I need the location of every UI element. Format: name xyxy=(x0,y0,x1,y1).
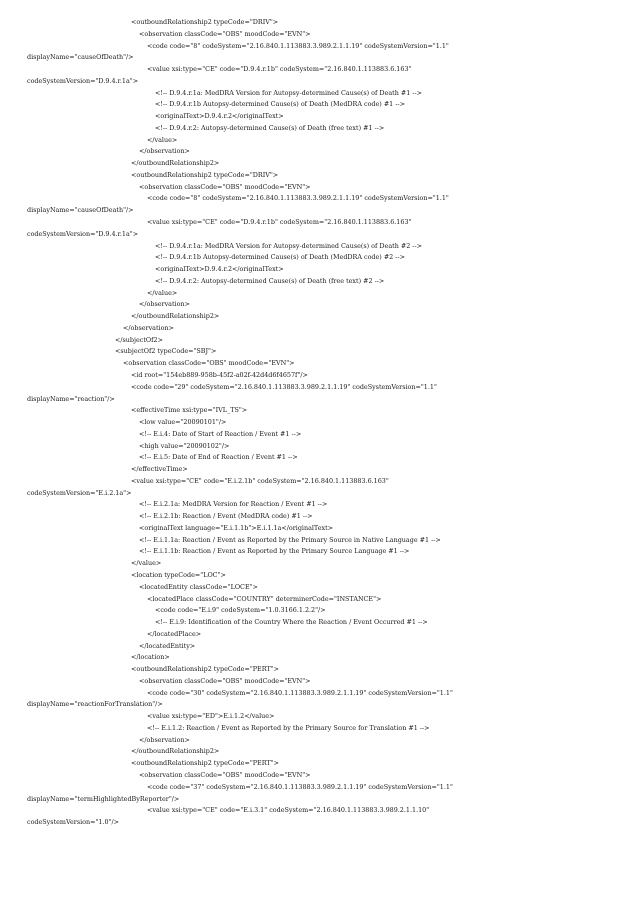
code-line: <!-- D.9.4.r.2: Autopsy-determined Cause(s) of Death (free text) #1 --> xyxy=(155,123,385,132)
code-line: </locatedPlace> xyxy=(147,629,202,638)
code-line: </subjectOf2> xyxy=(115,335,163,344)
code-line: </outboundRelationship2> xyxy=(131,159,220,168)
code-line: </value> xyxy=(147,288,178,297)
code-line: <!-- D.9.4.r.1b Autopsy-determined Cause(s) of Death (MedDRA code) #1 --> xyxy=(155,100,405,109)
code-line: displayName="causeOfDeath"/> xyxy=(27,206,134,215)
code-line: </location> xyxy=(131,653,170,662)
code-line: <observation classCode="OBS" moodCode="EVN"> xyxy=(139,676,311,685)
code-line: </value> xyxy=(131,559,162,568)
code-line: <value xsi:type="CE" code="E.i.3.1" codeSystem="2.16.840.1.113883.3.989.2.1.1.10" xyxy=(147,806,430,815)
code-line: <high value="20090102"/> xyxy=(139,441,230,450)
code-line: <location typeCode="LOC"> xyxy=(131,570,226,579)
code-line: <code code="8" codeSystem="2.16.840.1.113883.3.989.2.1.1.19" codeSystemVersion="1.1" xyxy=(147,41,449,50)
code-line: displayName="causeOfDeath"/> xyxy=(27,53,134,62)
code-line: <originalText>D.9.4.r.2</originalText> xyxy=(155,112,284,121)
code-line: <value xsi:type="ED">E.i.1.2</value> xyxy=(147,712,275,721)
code-line: codeSystemVersion="1.0"/> xyxy=(27,818,120,827)
code-line: </observation> xyxy=(139,735,190,744)
code-line: </observation> xyxy=(139,300,190,309)
code-line: <originalText language="E.i.1.1b">E.i.1.1a</originalText> xyxy=(139,523,334,532)
code-line: <subjectOf2 typeCode="SBJ"> xyxy=(115,347,217,356)
code-line: <!-- E.i.5: Date of End of Reaction / Event #1 --> xyxy=(139,453,298,462)
code-line: <!-- E.i.1.1a: Reaction / Event as Reported by the Primary Source in Native Language #1 --> xyxy=(139,535,441,544)
code-line: codeSystemVersion="D.9.4.r.1a"> xyxy=(27,229,139,238)
code-line: <id root="154eb889-958b-45f2-a02f-42d4d6f4657f"/> xyxy=(131,370,308,379)
code-line: </observation> xyxy=(139,147,190,156)
code-line: displayName="termHighlightedByReporter"/> xyxy=(27,794,180,803)
code-line: <observation classCode="OBS" moodCode="EVN"> xyxy=(139,182,311,191)
code-line: <outboundRelationship2 typeCode="PERT"> xyxy=(131,759,279,768)
code-line: displayName="reactionForTranslation"/> xyxy=(27,700,163,709)
code-line: <!-- D.9.4.r.1a: MedDRA Version for Autopsy-determined Cause(s) of Death #1 --> xyxy=(155,88,422,97)
code-line: <!-- E.i.9: Identification of the Country Where the Reaction / Event Occurred #1 --> xyxy=(155,618,428,627)
code-line: <code code="30" codeSystem="2.16.840.1.113883.3.989.2.1.1.19" codeSystemVersion="1.1" xyxy=(147,688,453,697)
code-line: <effectiveTime xsi:type="IVL_TS"> xyxy=(131,406,248,415)
code-line: </outboundRelationship2> xyxy=(131,747,220,756)
code-line: <!-- D.9.4.r.1a: MedDRA Version for Autopsy-determined Cause(s) of Death #2 --> xyxy=(155,241,422,250)
code-line: <code code="E.i.9" codeSystem="1.0.3166.1.2.2"/> xyxy=(155,606,326,615)
code-line: <outboundRelationship2 typeCode="DRIV"> xyxy=(131,170,279,179)
code-line: <!-- D.9.4.r.2: Autopsy-determined Cause(s) of Death (free text) #2 --> xyxy=(155,276,385,285)
code-line: <!-- D.9.4.r.1b Autopsy-determined Cause(s) of Death (MedDRA code) #2 --> xyxy=(155,253,405,262)
code-line: <value xsi:type="CE" code="E.i.2.1b" codeSystem="2.16.840.1.113883.6.163" xyxy=(131,476,389,485)
code-line: </effectiveTime> xyxy=(131,465,188,474)
code-line: <!-- E.i.2.1a: MedDRA Version for Reaction / Event #1 --> xyxy=(139,500,328,509)
code-line: <code code="37" codeSystem="2.16.840.1.113883.3.989.2.1.1.19" codeSystemVersion="1.1" xyxy=(147,782,453,791)
code-line: <!-- E.i.4: Date of Start of Reaction / Event #1 --> xyxy=(139,429,302,438)
code-line: <value xsi:type="CE" code="D.9.4.r.1b" codeSystem="2.16.840.1.113883.6.163" xyxy=(147,65,412,74)
code-line: </locatedEntity> xyxy=(139,641,196,650)
code-line: displayName="reaction"/> xyxy=(27,394,115,403)
code-line: <locatedEntity classCode="LOCE"> xyxy=(139,582,258,591)
code-line: <observation classCode="OBS" moodCode="EVN"> xyxy=(139,29,311,38)
code-line: <locatedPlace classCode="COUNTRY" determinerCode="INSTANCE"> xyxy=(147,594,382,603)
code-line: <code code="29" codeSystem="2.16.840.1.113883.3.989.2.1.1.19" codeSystemVersion="1.1" xyxy=(131,382,437,391)
code-line: <observation classCode="OBS" moodCode="EVN"> xyxy=(123,359,295,368)
code-line: <!-- E.i.1.2: Reaction / Event as Reported by the Primary Source for Translation #1 --> xyxy=(147,723,430,732)
code-line: <!-- E.i.1.1b: Reaction / Event as Reported by the Primary Source Language #1 --> xyxy=(139,547,410,556)
code-line: </outboundRelationship2> xyxy=(131,312,220,321)
code-line: <outboundRelationship2 typeCode="PERT"> xyxy=(131,665,279,674)
code-line: </observation> xyxy=(123,323,174,332)
code-line: </value> xyxy=(147,135,178,144)
code-line: <low value="20090101"/> xyxy=(139,418,227,427)
code-line: <code code="8" codeSystem="2.16.840.1.113883.3.989.2.1.1.19" codeSystemVersion="1.1" xyxy=(147,194,449,203)
code-line: codeSystemVersion="E.i.2.1a"> xyxy=(27,488,132,497)
code-line: codeSystemVersion="D.9.4.r.1a"> xyxy=(27,76,139,85)
code-line: <originalText>D.9.4.r.2</originalText> xyxy=(155,265,284,274)
code-line: <observation classCode="OBS" moodCode="EVN"> xyxy=(139,771,311,779)
code-line: <!-- E.i.2.1b: Reaction / Event (MedDRA code) #1 --> xyxy=(139,512,313,521)
code-line: <value xsi:type="CE" code="D.9.4.r.1b" codeSystem="2.16.840.1.113883.6.163" xyxy=(147,218,412,227)
code-line: <outboundRelationship2 typeCode="DRIV"> xyxy=(131,18,279,26)
